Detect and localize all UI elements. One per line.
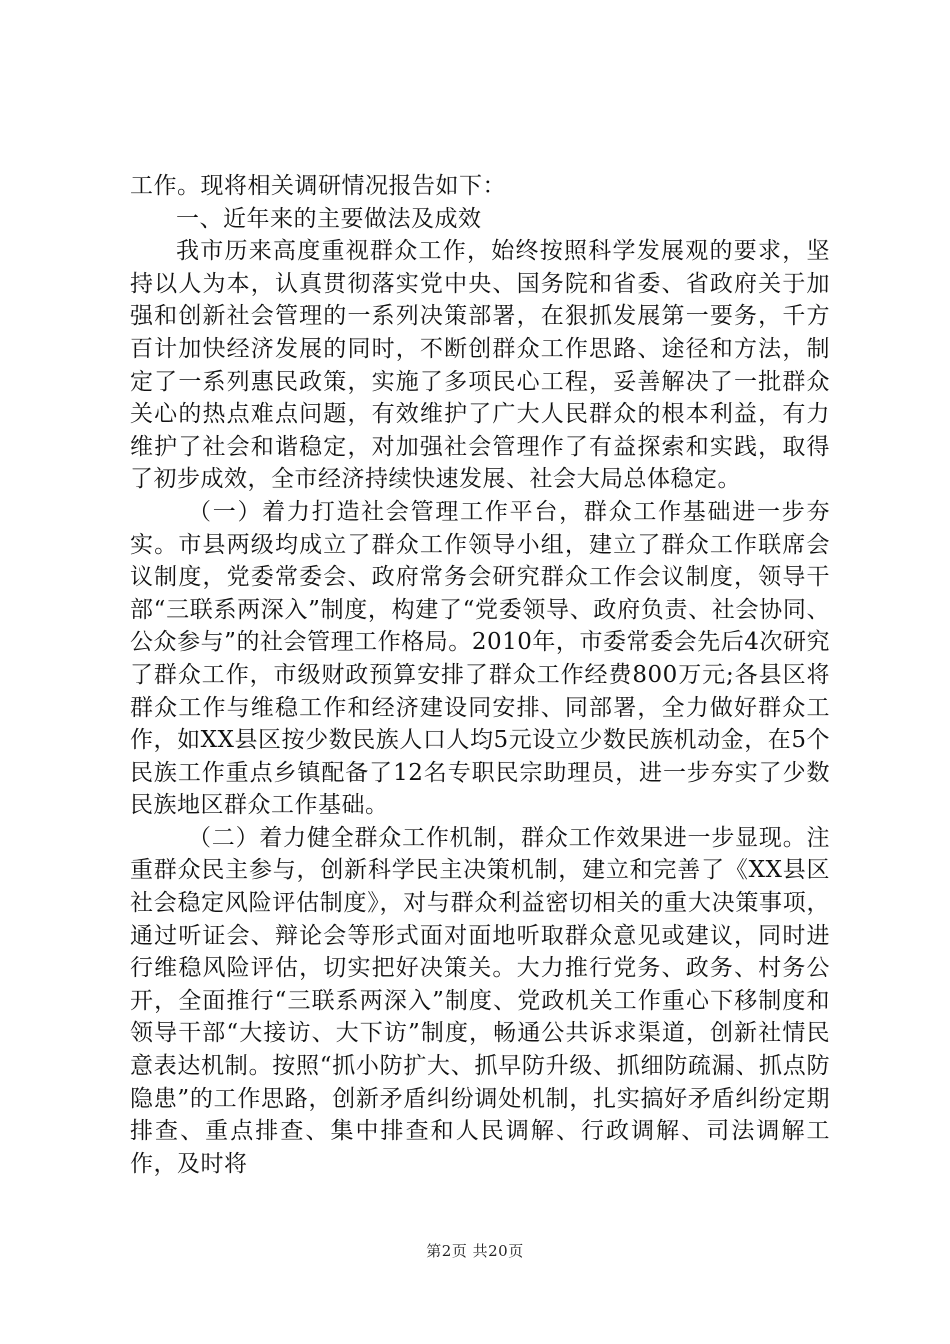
paragraph-overview: 我市历来高度重视群众工作，始终按照科学发展观的要求，坚持以人为本，认真贯彻落实党中央、国务院和省委、省政府关于加强和创新社会管理的一系列决策部署，在狠抓发展第一要务，千方百计加快经济发展的同时，不断创群众工作思路、途径和方法，制定了一系列惠民政策，实施了多项民心工程，妥善解决了一批群众关心的热点难点问题，有效维护了广大人民群众的根本利益，有力维护了社会和谐稳定，对加强社会管理作了有益探索和实践，取得了初步成效，全市经济持续快速发展、社会大局总体稳定。 (130, 238, 830, 493)
section-heading: 一、近年来的主要做法及成效 (176, 205, 482, 232)
paragraph-subsection-1: （一）着力打造社会管理工作平台，群众工作基础进一步夯实。市县两级均成立了群众工作领导小组，建立了群众工作联席会议制度，党委常委会、政府常务会研究群众工作会议制度，领导干部“三联系两深入”制度，构建了“党委领导、政府负责、社会协同、公众参与”的社会管理工作格局。2010年，市委常委会先后4次研究了群众工作，市级财政预算安排了群众工作经费800万元;各县区将群众工作与维稳工作和经济建设同安排、同部署，全力做好群众工作，如XX县区按少数民族人口人均5元设立少数民族机动金，在5个民族工作重点乡镇配备了12名专职民宗助理员，进一步夯实了少数民族地区群众工作基础。 (130, 498, 830, 819)
page-number-footer: 第2页 共20页 (426, 1242, 524, 1260)
paragraph-subsection-2: （二）着力健全群众工作机制，群众工作效果进一步显现。注重群众民主参与，创新科学民主决策机制，建立和完善了《XX县区社会稳定风险评估制度》，对与群众利益密切相关的重大决策事项，通过听证会、辩论会等形式面对面地听取群众意见或建议，同时进行维稳风险评估，切实把好决策关。大力推行党务、政务、村务公开，全面推行“三联系两深入”制度、党政机关工作重心下移制度和领导干部“大接访、大下访”制度，畅通公共诉求渠道，创新社情民意表达机制。按照“抓小防扩大、抓早防升级、抓细防疏漏、抓点防隐患”的工作思路，创新矛盾纠纷调处机制，扎实搞好矛盾纠纷定期排查、重点排查、集中排查和人民调解、行政调解、司法调解工作，及时将 (130, 824, 830, 1177)
paragraph-continuation: 工作。现将相关调研情况报告如下： (130, 173, 506, 199)
document-body (130, 170, 830, 1180)
